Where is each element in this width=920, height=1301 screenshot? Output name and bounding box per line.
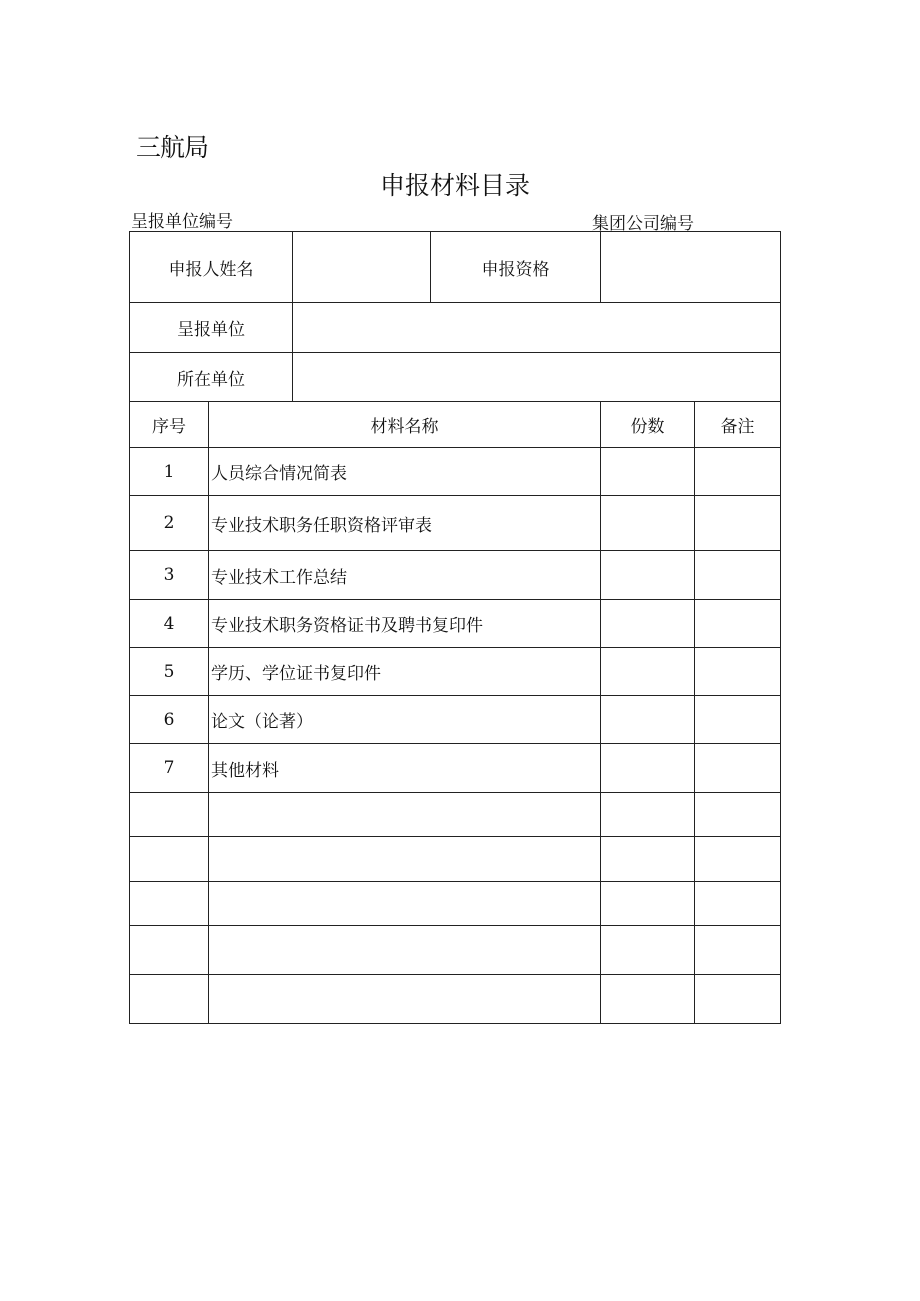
applicant-name-field[interactable] [293, 232, 431, 303]
row-index [130, 975, 209, 1024]
reporting-unit-field[interactable] [293, 303, 781, 353]
row-copies[interactable] [601, 975, 695, 1024]
row-material-name[interactable] [209, 975, 601, 1024]
row-material-name: 其他材料 [209, 744, 601, 793]
materials-header-row [130, 402, 781, 448]
unit-code-label: 呈报单位编号 [131, 212, 233, 232]
table-row [130, 551, 781, 600]
row-remarks[interactable] [695, 551, 781, 600]
row-remarks[interactable] [695, 793, 781, 837]
table-row [130, 793, 781, 837]
table-row [130, 600, 781, 648]
reporting-unit-label: 呈报单位 [130, 303, 293, 353]
remarks-header: 备注 [695, 402, 781, 448]
row-index: 4 [130, 600, 209, 648]
row-copies[interactable] [601, 837, 695, 882]
row-copies[interactable] [601, 926, 695, 975]
group-code-label: 集团公司编号 [592, 214, 694, 234]
row-remarks[interactable] [695, 744, 781, 793]
row-remarks[interactable] [695, 882, 781, 926]
row-remarks[interactable] [695, 648, 781, 696]
applicant-name-row [130, 232, 781, 303]
row-copies[interactable] [601, 648, 695, 696]
current-unit-field[interactable] [293, 353, 781, 402]
current-unit-label: 所在单位 [130, 353, 293, 402]
row-index [130, 793, 209, 837]
row-index: 7 [130, 744, 209, 793]
table-row [130, 696, 781, 744]
table-row [130, 926, 781, 975]
row-material-name: 专业技术职务资格证书及聘书复印件 [209, 600, 601, 648]
qualification-label: 申报资格 [431, 232, 601, 303]
reporting-unit-row [130, 303, 781, 353]
row-material-name: 专业技术职务任职资格评审表 [209, 496, 601, 551]
qualification-field[interactable] [601, 232, 781, 303]
row-copies[interactable] [601, 744, 695, 793]
row-copies[interactable] [601, 793, 695, 837]
row-remarks[interactable] [695, 926, 781, 975]
table-row [130, 648, 781, 696]
table-row [130, 448, 781, 496]
row-remarks[interactable] [695, 600, 781, 648]
organization-name: 三航局 [136, 133, 209, 162]
row-index [130, 926, 209, 975]
row-copies[interactable] [601, 600, 695, 648]
index-header: 序号 [130, 402, 209, 448]
material-name-header: 材料名称 [209, 402, 601, 448]
materials-form-table [129, 231, 781, 1024]
row-index: 5 [130, 648, 209, 696]
page-title: 申报材料目录 [379, 171, 530, 200]
row-remarks[interactable] [695, 975, 781, 1024]
row-remarks[interactable] [695, 696, 781, 744]
row-copies[interactable] [601, 696, 695, 744]
row-material-name: 论文（论著） [209, 696, 601, 744]
table-row [130, 837, 781, 882]
current-unit-row [130, 353, 781, 402]
row-material-name[interactable] [209, 882, 601, 926]
row-copies[interactable] [601, 448, 695, 496]
row-index: 1 [130, 448, 209, 496]
row-material-name: 人员综合情况简表 [209, 448, 601, 496]
copies-header: 份数 [601, 402, 695, 448]
row-index [130, 837, 209, 882]
row-index: 2 [130, 496, 209, 551]
row-material-name: 学历、学位证书复印件 [209, 648, 601, 696]
table-row [130, 496, 781, 551]
row-remarks[interactable] [695, 837, 781, 882]
row-material-name[interactable] [209, 793, 601, 837]
table-row [130, 975, 781, 1024]
row-material-name[interactable] [209, 837, 601, 882]
row-copies[interactable] [601, 882, 695, 926]
row-index: 3 [130, 551, 209, 600]
row-remarks[interactable] [695, 496, 781, 551]
row-copies[interactable] [601, 496, 695, 551]
row-remarks[interactable] [695, 448, 781, 496]
row-copies[interactable] [601, 551, 695, 600]
row-material-name: 专业技术工作总结 [209, 551, 601, 600]
table-row [130, 744, 781, 793]
row-material-name[interactable] [209, 926, 601, 975]
applicant-name-label: 申报人姓名 [130, 232, 293, 303]
table-row [130, 882, 781, 926]
row-index: 6 [130, 696, 209, 744]
row-index [130, 882, 209, 926]
